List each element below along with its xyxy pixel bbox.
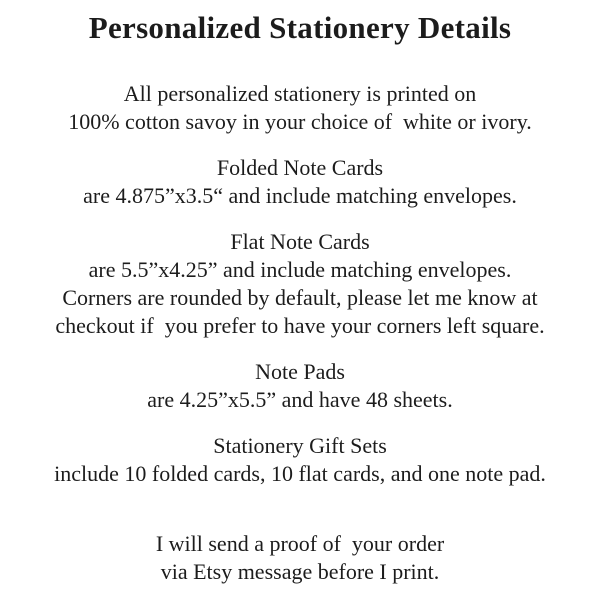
- section-heading: Folded Note Cards: [216, 155, 384, 180]
- section-heading: Flat Note Cards: [230, 229, 370, 254]
- section-stationery-gift-sets: [0, 432, 600, 488]
- section-line: are 4.25”x5.5” and have 48 sheets.: [147, 387, 453, 412]
- section-line: Corners are rounded by default, please let me know at: [62, 285, 538, 310]
- footer-line: I will send a proof of your order: [155, 531, 445, 556]
- intro-line: 100% cotton savoy in your choice of white or ivory.: [68, 109, 532, 134]
- section-flat-note-cards: [0, 228, 600, 340]
- footer-line: via Etsy message before I print.: [160, 559, 440, 584]
- section-line: checkout if you prefer to have your corners left square.: [55, 313, 545, 338]
- section-line: are 5.5”x4.25” and include matching envelopes.: [88, 257, 512, 282]
- intro-line: All personalized stationery is printed on: [123, 81, 477, 106]
- section-heading: Stationery Gift Sets: [213, 433, 387, 458]
- intro-paragraph: [0, 80, 600, 136]
- page-title: Personalized Stationery Details: [88, 10, 512, 45]
- section-folded-note-cards: [0, 154, 600, 210]
- section-line: are 4.875”x3.5“ and include matching envelopes.: [83, 183, 517, 208]
- proof-note: [0, 530, 600, 586]
- section-note-pads: [0, 358, 600, 414]
- section-line: include 10 folded cards, 10 flat cards, and one note pad.: [54, 461, 546, 486]
- section-heading: Note Pads: [255, 359, 345, 384]
